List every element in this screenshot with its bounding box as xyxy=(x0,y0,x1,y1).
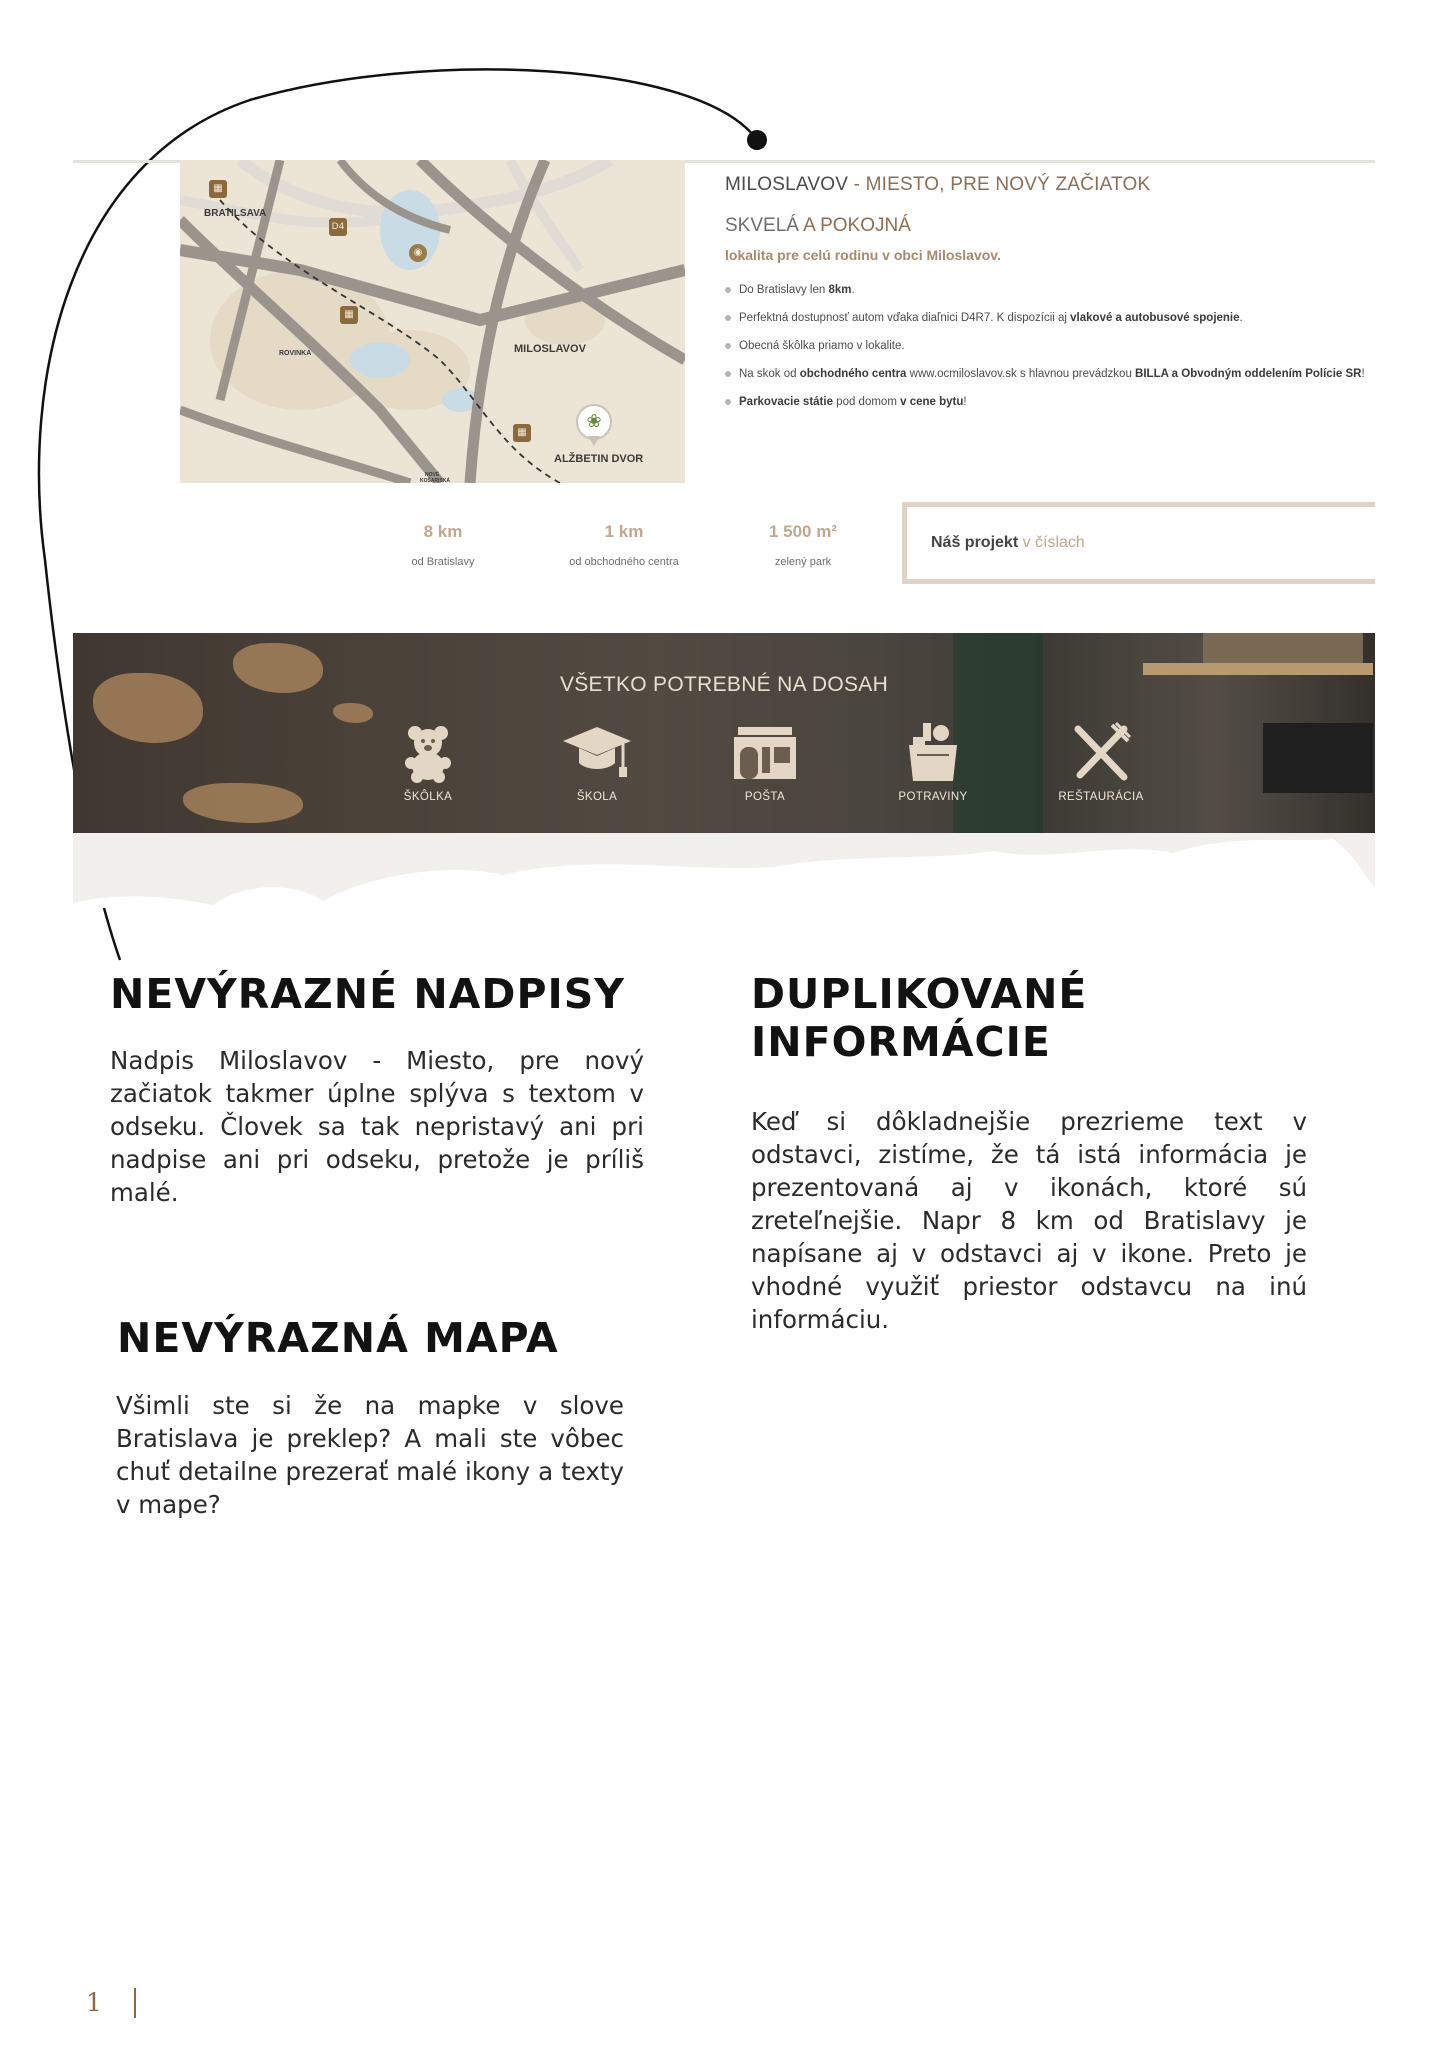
amenity-skolka xyxy=(368,721,488,803)
project-numbers-rest: v číslach xyxy=(1018,534,1085,551)
map-label-kosariska: KOŠARISKÁ xyxy=(420,478,451,483)
page-number-divider xyxy=(134,1988,136,2018)
stat-distance-shopping xyxy=(544,522,704,568)
map-label-bratislava: BRATILSAVA xyxy=(204,208,267,219)
info-title-rest: - MIESTO, PRE NOVÝ ZAČIATOK xyxy=(848,174,1151,195)
info-description: lokalita pre celú rodinu v obci Miloslavov. xyxy=(725,247,1001,263)
map-label-rovinka: ROVINKA xyxy=(279,350,312,357)
map-label-miloslavov: MILOSLAVOV xyxy=(514,343,586,355)
paragraph-nevyrazne-nadpisy: Nadpis Miloslavov - Miesto, pre nový začiatok takmer úplne splýva s textom v odseku. Človek sa tak nepristavý ani pri nadpise ani pri odseku, pretože je príliš malé. xyxy=(110,1046,644,1207)
map-label-alzbetin-dvor: ALŽBETIN DVOR xyxy=(554,453,644,465)
stat-label: od obchodného centra xyxy=(569,556,679,568)
teddy-bear-icon xyxy=(397,721,459,783)
banner-title: VŠETKO POTREBNÉ NA DOSAH xyxy=(559,673,889,696)
post-office-icon xyxy=(732,721,798,783)
info-subtitle-rest: A POKOJNÁ xyxy=(803,215,911,236)
heading-nevyrazne-nadpisy: NEVÝRAZNÉ NADPISY xyxy=(110,970,625,1018)
amenity-label: ŠKÔLKA xyxy=(403,791,453,803)
amenity-potraviny xyxy=(873,721,993,803)
info-title xyxy=(725,174,1365,196)
tree-pin-icon: ❀ xyxy=(576,404,612,440)
info-bullet-list xyxy=(725,281,1365,411)
heading-duplikovane-informacie: DUPLIKOVANÉ INFORMÁCIE xyxy=(751,970,1088,1066)
list-item: Na skok od obchodného centra www.ocmiloslavov.sk s hlavnou prevádzkou BILLA a Obvodným oddelením Polície SR! xyxy=(725,365,1365,383)
info-subtitle-lead: SKVELÁ xyxy=(725,215,804,236)
graduation-cap-icon xyxy=(561,721,633,783)
project-numbers-button[interactable] xyxy=(902,502,1375,584)
paragraph-duplikovane-informacie: Keď si dôkladnejšie prezrieme text v odstavci, zistíme, že tá istá informácia je prezentovaná aj v ikonách, ktoré sú zreteľnejšie. Napr 8 km od Bratislavy je napísane aj v odstavci aj v ikone. Preto je vhodné využiť priestor odstavcu na inú informáciu. xyxy=(751,1107,1307,1334)
amenity-label: POŠTA xyxy=(744,791,786,803)
stat-label: od Bratislavy xyxy=(411,556,475,568)
page-number: 1 xyxy=(86,1988,102,2017)
train-icon: ▦ xyxy=(513,424,531,442)
list-item: Parkovacie státie pod domom v cene bytu! xyxy=(725,393,1365,411)
location-map xyxy=(180,160,685,483)
grocery-bag-icon xyxy=(903,721,963,783)
torn-edge-decoration xyxy=(73,833,1375,908)
list-item: Do Bratislavy len 8km. xyxy=(725,281,1365,299)
info-panel xyxy=(725,174,1365,421)
stat-label: zelený park xyxy=(774,556,832,568)
tv-decoration xyxy=(1263,723,1373,793)
world-map-decoration xyxy=(333,703,373,723)
world-map-decoration xyxy=(183,783,303,823)
torn-edge-shape xyxy=(73,833,1375,908)
paragraph-nevyrazna-mapa: Všimli ste si že na mapke v slove Bratislava je preklep? A mali ste vôbec chuť detailne prezerať malé ikony a texty v mape? xyxy=(116,1391,624,1519)
stat-value: 8 km xyxy=(423,522,463,541)
amenity-skola xyxy=(537,721,657,803)
amenity-posta xyxy=(705,721,825,803)
pin-tail xyxy=(588,436,600,446)
amenity-label: POTRAVINY xyxy=(898,791,968,803)
fork-knife-icon xyxy=(1070,721,1132,783)
stat-value: 1 km xyxy=(604,522,644,541)
amenity-label: ŠKOLA xyxy=(576,791,618,803)
motorway-d4-icon: D4 xyxy=(329,218,347,236)
info-subtitle xyxy=(725,215,1365,237)
amenities-banner xyxy=(73,633,1375,833)
website-screenshot xyxy=(73,160,1375,905)
stat-park-area xyxy=(723,522,883,568)
heading-nevyrazna-mapa: NEVÝRAZNÁ MAPA xyxy=(117,1314,559,1362)
stat-distance-bratislava xyxy=(363,522,523,568)
stat-value: 1 500 m² xyxy=(768,522,838,541)
train-icon: ▦ xyxy=(209,180,227,198)
train-icon: ▦ xyxy=(340,306,358,324)
books-decoration xyxy=(1203,633,1363,663)
project-numbers-bold: Náš projekt xyxy=(931,534,1019,551)
lake-icon: ◉ xyxy=(409,244,427,262)
list-item: Perfektná dostupnosť autom vďaka diaľnici D4R7. K dispozícii aj vlakové a autobusové spojenie. xyxy=(725,309,1365,327)
info-title-lead: MILOSLAVOV xyxy=(725,174,849,195)
list-item: Obecná škôlka priamo v lokalite. xyxy=(725,337,1365,355)
amenity-label: REŠTAURÁCIA xyxy=(1058,791,1144,803)
map-label-nove: NOVÉ xyxy=(425,472,440,478)
amenity-restauracia xyxy=(1041,721,1161,803)
